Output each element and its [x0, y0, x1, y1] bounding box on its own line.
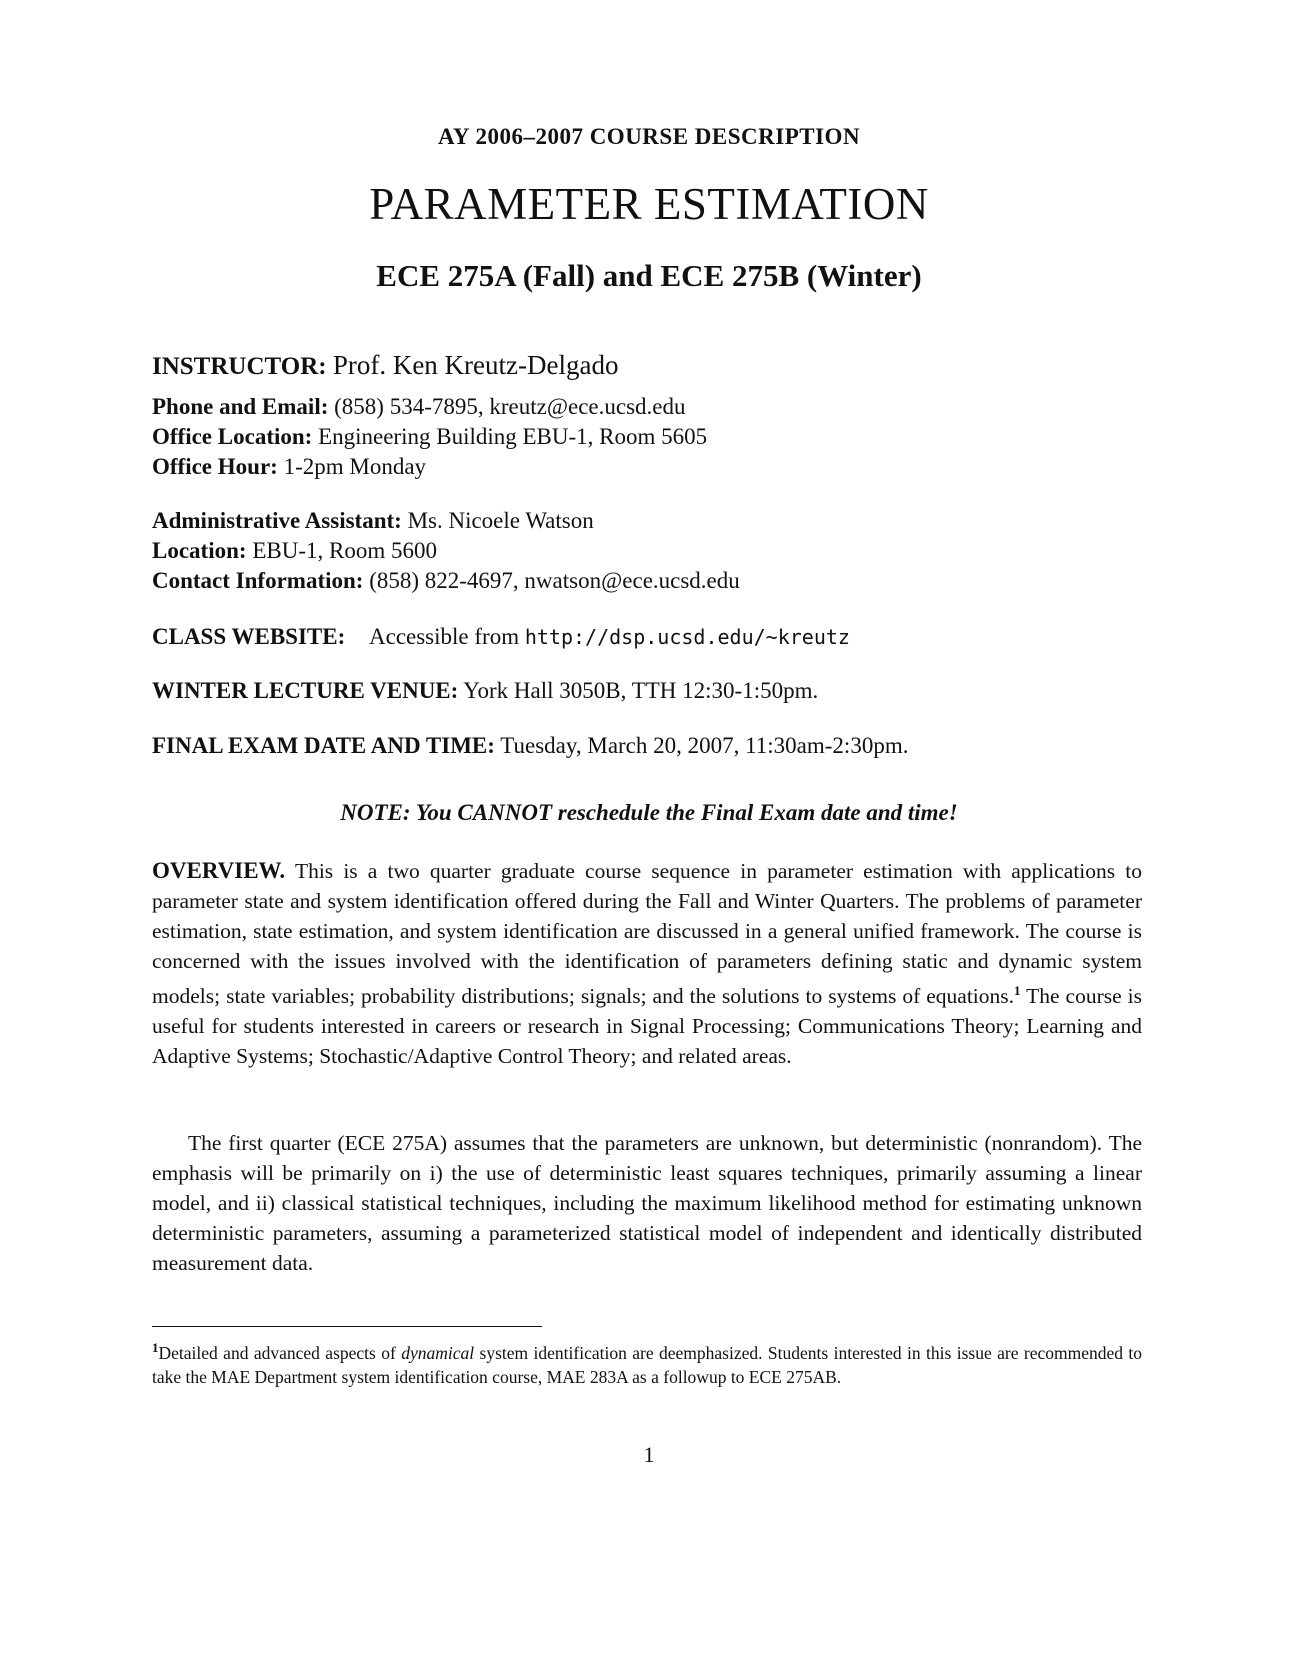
venue-value: York Hall 3050B, TTH 12:30-1:50pm. — [463, 678, 819, 703]
page-subtitle: ECE 275A (Fall) and ECE 275B (Winter) — [376, 258, 922, 293]
assistant-location-value: EBU-1, Room 5600 — [252, 538, 437, 563]
instructor-name: Prof. Ken Kreutz-Delgado — [332, 350, 619, 380]
assistant-label: Administrative Assistant: — [152, 508, 402, 533]
phone-value: (858) 534-7895, kreutz@ece.ucsd.edu — [334, 394, 686, 419]
assistant-block — [152, 506, 1142, 596]
page-title: PARAMETER ESTIMATION — [369, 179, 929, 229]
page-number: 1 — [643, 1442, 655, 1467]
overview-text-cont: The course is useful for students interested in careers or research in Signal Processing; Communications Theory; Learning and Adaptive Systems; Stochastic/Adaptive Control Theory; and related areas. — [152, 984, 1142, 1069]
exam-value: Tuesday, March 20, 2007, 11:30am-2:30pm. — [500, 733, 909, 758]
overview-paragraph-2: The first quarter (ECE 275A) assumes that the parameters are unknown, but deterministic (nonrandom). The emphasis will be primarily on i) the use of deterministic least squares techniques, primarily assuming a linear model, and ii) classical statistical techniques, including the maximum likelihood method for estimating unknown deterministic parameters, assuming a parameterized statistical model of independent and identically distributed measurement data. — [152, 1131, 1142, 1275]
office-label: Office Location: — [152, 424, 313, 449]
website-link[interactable]: http://dsp.ucsd.edu/~kreutz — [524, 625, 850, 649]
footnote-text: Detailed and advanced aspects of — [158, 1342, 402, 1363]
assistant-location-label: Location: — [152, 538, 247, 563]
assistant-contact-label: Contact Information: — [152, 568, 364, 593]
assistant-name: Ms. Nicoele Watson — [407, 508, 594, 533]
overview-text: This is a two quarter graduate course sequence in parameter estimation with applications to parameter state and system identification offered during the Fall and Winter Quarters. The problems of parameter estimation, state estimation, and system identification are discussed in a general unified framework. The course is concerned with the issues involved with the identification of parameters defining static and dynamic system models; state variables; probability distributions; signals; and the solutions to systems of equations. — [152, 859, 1142, 1009]
footnote-number: 1 — [152, 1340, 159, 1355]
venue-label: WINTER LECTURE VENUE: — [152, 678, 459, 703]
website-prefix: Accessible from — [369, 624, 520, 649]
office-hour-label: Office Hour: — [152, 454, 278, 479]
overview-paragraph — [152, 856, 1142, 1071]
footnote-mark: 1 — [1014, 983, 1021, 998]
website-line — [152, 622, 1142, 652]
office-hour-value: 1-2pm Monday — [283, 454, 427, 479]
office-value: Engineering Building EBU-1, Room 5605 — [318, 424, 708, 449]
exam-line — [152, 731, 1142, 761]
instructor-label: INSTRUCTOR: — [152, 353, 327, 380]
header-kicker: AY 2006–2007 COURSE DESCRIPTION — [437, 124, 861, 149]
website-label: CLASS WEBSITE: — [152, 624, 346, 649]
footnote-emph: dynamical — [401, 1342, 475, 1363]
venue-line — [152, 676, 1142, 706]
footnote — [152, 1336, 1142, 1389]
phone-label: Phone and Email: — [152, 394, 329, 419]
assistant-contact-value: (858) 822-4697, nwatson@ece.ucsd.edu — [369, 568, 740, 593]
overview-label: OVERVIEW. — [152, 858, 286, 883]
footnote-rule — [152, 1326, 542, 1327]
instructor-block — [152, 346, 1142, 482]
exam-note: NOTE: You CANNOT reschedule the Final Exam date and time! — [340, 800, 958, 825]
footnote-text-cont: system identification are deemphasized. Students interested in this issue are recommended to take the MAE Department system identification course, MAE 283A as a followup to ECE 275AB. — [152, 1342, 1143, 1387]
exam-label: FINAL EXAM DATE AND TIME: — [152, 733, 495, 758]
